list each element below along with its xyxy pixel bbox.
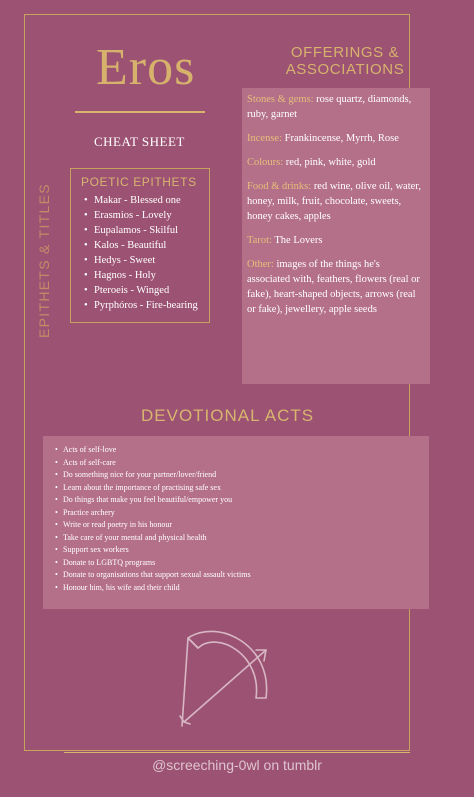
epithet-item: • Pyrphóros - Fire-bearing bbox=[94, 298, 199, 313]
offering-item bbox=[247, 179, 425, 224]
epithets-panel bbox=[70, 168, 210, 323]
footer-divider bbox=[64, 752, 410, 753]
offering-label: Tarot: bbox=[247, 235, 272, 246]
offering-text: images of the things he's associated with, feathers, flowers (real or fake), heart-shaped objects, arrows (real or fake), jewellery, apple seeds bbox=[247, 259, 420, 315]
devotional-item: • Honour him, his wife and their child bbox=[63, 582, 421, 595]
offering-label: Colours: bbox=[247, 157, 284, 168]
devotional-item: • Do things that make you feel beautiful/empower you bbox=[63, 494, 421, 507]
title-divider bbox=[75, 111, 205, 113]
epithet-item: • Hagnos - Holy bbox=[94, 268, 199, 283]
offering-item bbox=[247, 92, 425, 122]
offerings-panel bbox=[242, 88, 430, 384]
devotional-list bbox=[63, 444, 421, 594]
epithets-list bbox=[81, 193, 199, 313]
epithet-item: • Eupalamos - Skilful bbox=[94, 223, 199, 238]
devotional-item: • Donate to organisations that support sexual assault victims bbox=[63, 569, 421, 582]
devotional-item: • Acts of self-care bbox=[63, 457, 421, 470]
offerings-heading: OFFERINGS & ASSOCIATIONS bbox=[285, 44, 405, 78]
devotional-heading: DEVOTIONAL ACTS bbox=[141, 406, 315, 425]
offering-text: rose quartz, diamonds, ruby, garnet bbox=[247, 94, 412, 120]
page-subtitle: CHEAT SHEET bbox=[94, 134, 185, 149]
epithet-item: • Makar - Blessed one bbox=[94, 193, 199, 208]
devotional-item: • Learn about the importance of practising safe sex bbox=[63, 482, 421, 495]
epithet-item: • Erasmios - Lovely bbox=[94, 208, 199, 223]
epithet-item: • Pteroeis - Winged bbox=[94, 283, 199, 298]
devotional-item: • Donate to LGBTQ programs bbox=[63, 557, 421, 570]
devotional-panel bbox=[43, 436, 429, 609]
offering-text: red, pink, white, gold bbox=[283, 157, 376, 168]
offering-text: The Lovers bbox=[271, 235, 323, 246]
page-title: Eros bbox=[96, 39, 196, 96]
epithet-item: • Hedys - Sweet bbox=[94, 253, 199, 268]
devotional-item: • Acts of self-love bbox=[63, 444, 421, 457]
bow-and-arrow-icon bbox=[178, 620, 278, 730]
offering-text: Frankincense, Myrrh, Rose bbox=[281, 133, 399, 144]
offering-label: Stones & gems: bbox=[247, 94, 314, 105]
devotional-item: • Take care of your mental and physical health bbox=[63, 532, 421, 545]
footer-credit: @screeching-0wl on tumblr bbox=[152, 757, 322, 773]
offering-label: Other: bbox=[247, 259, 274, 270]
offering-item bbox=[247, 257, 425, 317]
offering-item bbox=[247, 131, 425, 146]
offering-text: red wine, olive oil, water, honey, milk, fruit, chocolate, sweets, honey cakes, apples bbox=[247, 181, 421, 222]
devotional-item: • Practice archery bbox=[63, 507, 421, 520]
epithets-heading: POETIC EPITHETS bbox=[81, 175, 197, 189]
devotional-item: • Do something nice for your partner/lover/friend bbox=[63, 469, 421, 482]
offering-item bbox=[247, 233, 425, 248]
epithet-item: • Kalos - Beautiful bbox=[94, 238, 199, 253]
devotional-item: • Support sex workers bbox=[63, 544, 421, 557]
epithets-vertical-label: EPITHETS & TITLES bbox=[36, 183, 52, 338]
devotional-item: • Write or read poetry in his honour bbox=[63, 519, 421, 532]
offering-label: Incense: bbox=[247, 133, 282, 144]
offering-label: Food & drinks: bbox=[247, 181, 312, 192]
offering-item bbox=[247, 155, 425, 170]
